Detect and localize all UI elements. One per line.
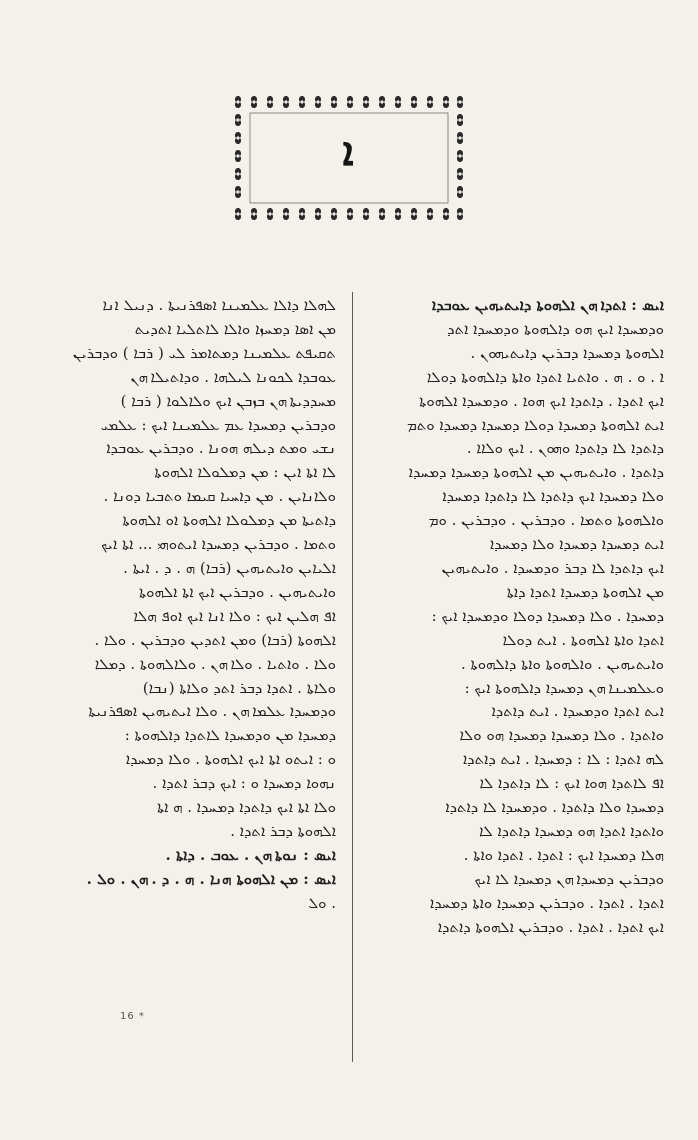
- right-column: [368, 294, 664, 1084]
- right-line: ܐܬܕܐ . ܐܬܕܐ . ܘܕܒܪܝܢ ܕܡܚܕܐ ܘܐܬܐ ܕܡܚܕܐ: [429, 893, 664, 912]
- chapter-ornament: [230, 92, 466, 224]
- left-line: ܐܦ ܗܠܝܢ ܐܝܟ : ܘܠܐ ܐܢܐ ܐܝܟ ܐܘܦ ܗܠܐ: [133, 606, 336, 625]
- left-line: ܘܠܐܢܐܝܢ . ܡܢ ܕܐܚܝܐ ܩܝܡܐ ܘܬܒܝܐ ܕܘܢܐ .: [103, 487, 336, 506]
- left-line: ܬܩܝܦܬ ܥܠܡܝܢܐ ܕܡܬܐܡܪ ܠܝ ( ܪܒܐ ) ܘܕܒܪܝܢ: [72, 343, 336, 362]
- left-line: ܘܬܡܐ . ܘܕܒܪܝܢ ܕܡܚܕܐ ܐܝܬܘܗܝ ... ܐܬܐ ܐܝܟ: [101, 535, 336, 554]
- left-line: ܠܗܠܐ ܕܐܠܐ ܥܠܡܝܢܐ ܐܣܦܪܢܝܬܐ . ܕܢܝܠ ܐܢܐ: [102, 296, 336, 314]
- left-lead-line: ܐܝܣ : ܡܢ ܐܠܗܘܬܐ ܗܢܐ . ܗ . ܕ . ܗܢ . ܘܠ .: [86, 869, 336, 888]
- right-line: ܐܝܬ ܐܬܕܐ ܘܕܡܚܕܐ . ܐܝܬ ܕܐܬܕܐ: [491, 702, 664, 721]
- right-line: ܠܗ ܐܬܕܐ : ܠܐ : ܕܡܚܕܐ . ܐܝܬ ܕܐܬܕܐ: [462, 750, 664, 769]
- left-line: ܕܡܚܕܐ ܡܢ ܘܕܡܚܕܐ ܠܐܬܕܐ ܕܐܠܗܘܬܐ :: [124, 726, 336, 745]
- right-line: ܘܥܠܡܝܢܐ ܗܢ ܕܡܚܕܐ ܕܐܠܗܘܬܐ ܐܝܟ :: [464, 678, 664, 697]
- right-line: ܕܡܚܕܐ ܘܠܐ ܕܐܬܕܐ . ܘܕܡܚܕܐ ܠܐ ܕܐܬܕܐ: [445, 798, 664, 817]
- left-line: ܢܫܝ ܘܡܬ ܕܝܠܗ ܗܘܢܐ . ܘܕܒܪܝܢ ܥܘܒܕܐ: [106, 439, 336, 458]
- right-line: ܐܬܕܐ ܘܐܬܐ ܐܠܗܘܬܐ . ܐܝܬ ܕܘܠܐ: [502, 630, 664, 649]
- left-line: ܘܠܐ . ܘܐܬܝܐ . ܘܠܐ ܗܢ . ܘܠܐܠܗܘܬܐ . ܕܡܠܐ: [94, 654, 336, 673]
- left-line: ܡܢ ܐܣܐ ܕܡܚܙܐ ܘܐܠܐ ܠܐܬܠܝܐ ܐܬܕܝܬ: [134, 319, 336, 338]
- right-line: ܐܝܟ ܕܐܬܕܐ ܠܐ ܕܒܪ ܘܕܡܚܕܐ . ܘܐܝܬܝܗܝܢ: [441, 558, 664, 577]
- left-line: ܥܘܒܕܐ ܠܟܘܢܐ ܠܝܠܗܐ . ܘܕܐܬܝܠܐ ܗܢ: [130, 367, 336, 386]
- right-line: ܘܐܬܕܐ . ܘܠܐ ܕܡܚܕܐ ܕܡܚܕܐ ܗܘ ܘܠܐ: [459, 726, 664, 745]
- right-line: ܐܝܣ : ܐܬܕܐ ܗܢ ܐܠܗܘܬܐ ܕܐܝܬܝܗܝܢ ܥܘܒܕܐ: [431, 296, 664, 314]
- left-line: ܘܠܐܬܐ . ܐܬܕܐ ܕܒܪ ܐܬܕ ܘܠܐܬܐ (ܢܒܐ): [142, 678, 336, 697]
- chapter-letter: ܐ: [342, 128, 354, 175]
- page-number: 16 *: [120, 1011, 145, 1022]
- right-line: ܘܠܐ ܕܡܚܕܐ ܐܝܟ ܕܐܬܕܐ ܠܐ ܕܐܬܕܐ ܕܡܚܕܐ: [442, 487, 664, 506]
- right-line: ܐܦ ܠܐܬܕܐ ܗܘܐ ܐܝܟ : ܠܐ ܕܐܬܕܐ ܠܐ: [479, 774, 664, 793]
- left-line: ܘ : ܐܝܬܘ ܐܬܐ ܐܝܟ ܐܠܗܘܬܐ . ܘܠܐ ܕܡܚܕܐ: [125, 750, 336, 769]
- right-line: ܐܝܬ ܕܡܚܕܐ ܕܡܚܕܐ ܘܠܐ ܕܡܚܕܐ: [489, 535, 664, 554]
- left-line: ܘܕܒܪܝܢ ܕܡܚܕܐ ܥܡ ܥܠܡܝܢܐ ܐܝܟ : ܥܠܡܝ: [100, 415, 336, 434]
- left-line: ܡܚܕܕܝܬܐ ܗܢ ܒܙܒܢ ܐܝܟ ܘܠܐܠܘܐ ( ܪܒܐ ): [120, 391, 336, 410]
- right-line: ܘܐܬܕܐ ܐܬܕܐ ܗܘ ܕܡܚܕܐ ܕܐܬܕܐ ܠܐ: [478, 821, 664, 840]
- left-lead-line: ܐܝܣ : ܢܘܬܐ ܗܢ . ܥܘܒ . ܕܐܬܐ .: [165, 845, 336, 864]
- left-line: ܘܕܡܚܕܐ ܥܠܡܐ ܗܢ . ܘܠܐ ܐܝܬܝܗܝܢ ܐܣܦܪܢܝܬܐ: [88, 702, 336, 721]
- right-line: ܐܝܟ ܐܬܕܐ . ܐܬܕܐ . ܘܕܒܪܝܢ ܐܠܗܘܬܐ ܕܐܬܕܐ: [437, 917, 664, 936]
- right-line: ܕܡܚܕܐ . ܘܠܐ ܕܡܚܕܐ ܕܘܠܐ ܘܕܡܚܕܐ ܐܝܟ :: [431, 606, 664, 625]
- right-line: ܕܐܬܕܐ ܠܐ ܕܐܬܕܐ ܘܗܘܢ . ܐܝܟ ܘܠܐܐ .: [466, 439, 664, 458]
- right-line: ܘܕܒܪܝܢ ܕܡܚܕܐ ܗܢ ܕܡܚܕܐ ܠܐ ܐܝܟ: [474, 869, 664, 888]
- left-column: [36, 294, 336, 934]
- left-line: ܕܐܬܝܬܐ ܡܢ ܕܡܠܘܠܐ ܐܠܗܘܬܐ ܐܘ ܐܠܗܘܬܐ: [122, 511, 336, 530]
- left-line: ܐܠܗܘܬܐ (ܪܒܐ) ܘܡܢ ܐܬܕܝܢ ܘܕܒܪܝܢ . ܘܠܐ .: [94, 630, 336, 649]
- left-line: ܘܠܐ ܐܬܐ ܐܝܟ ܕܐܬܕܐ ܕܡܚܕܐ . ܗ ܐܬܐ: [156, 798, 336, 817]
- right-line: ܕܐܬܕܐ . ܘܐܝܬܝܗܝܢ ܡܢ ܐܠܗܘܬܐ ܕܡܚܕܐ ܕܡܚܕܐ: [408, 463, 664, 482]
- right-line: ܡܢ ܐܠܗܘܬܐ ܕܡܚܕܐ ܐܬܕܐ ܕܐܬܐ: [506, 582, 664, 601]
- right-line: ܐ . ܘ . ܗ . ܘܐܬܝܐ ܐܬܕܐ ܘܐܬܐ ܕܐܠܗܘܬܐ ܕܘܠܐ: [426, 367, 664, 386]
- left-line: ܐܠܝܐܝܢ ܘܐܝܬܝܗܝܢ (ܪܒܐ) ܗ . ܕ . ܐܝܬܐ .: [123, 558, 336, 577]
- right-line: ܘܐܝܬܝܗܝܢ . ܘܐܠܗܘܬܐ ܘܐܬܐ ܕܐܠܗܘܬܐ .: [460, 654, 664, 673]
- right-line: ܐܝܟ ܐܬܕܐ . ܕܐܬܕܐ ܐܝܟ ܗܘܐ . ܘܕܡܚܕܐ ܐܠܗܘܬܐ: [419, 391, 664, 410]
- left-line: . ܘܠ: [308, 893, 336, 912]
- right-line: ܐܝܬ ܐܠܗܘܬܐ ܕܡܚܕܐ ܕܘܠܐ ܕܡܚܕܐ ܕܡܚܕܐ ܘܬܡ: [407, 415, 664, 434]
- left-line: ܘܐܝܬܝܗܝܢ . ܘܕܒܪܝܢ ܐܝܟ ܐܬܐ ܐܠܗܘܬܐ: [139, 582, 336, 601]
- column-divider: [352, 292, 353, 1062]
- right-line: ܗܠܐ ܕܡܚܕܐ ܐܝܟ : ܐܬܕܐ . ܐܬܕܐ ܘܐܬܐ .: [463, 845, 664, 864]
- right-line: ܘܕܡܚܕܐ ܐܝܟ ܗܘ ܕܐܠܗܘܬܐ ܘܕܡܚܕܐ ܐܬܕ: [447, 319, 664, 338]
- right-line: ܘܐܠܗܘܬܐ ܘܬܡܐ . ܘܕܒܪܝܢ . ܘܕܒܪܝܢ . ܘܡ: [428, 511, 664, 530]
- right-line: ܐܠܗܘܬܐ ܕܡܚܕܐ ܕܒܪܝܢ ܕܐܝܬܝܗܘܢ .: [470, 343, 664, 362]
- left-line: ܐܠܗܘܬܐ ܕܒܪ ܐܬܕܐ .: [230, 821, 336, 840]
- left-line: ܠܐ ܐܬܐ ܐܝܢ : ܡܢ ܕܡܠܘܠܐ ܐܠܗܘܬܐ: [154, 463, 336, 482]
- left-line: ܢܗܘܐ ܕܡܚܕܐ ܘ : ܐܝܟ ܕܒܪ ܐܬܕܐ .: [152, 774, 336, 793]
